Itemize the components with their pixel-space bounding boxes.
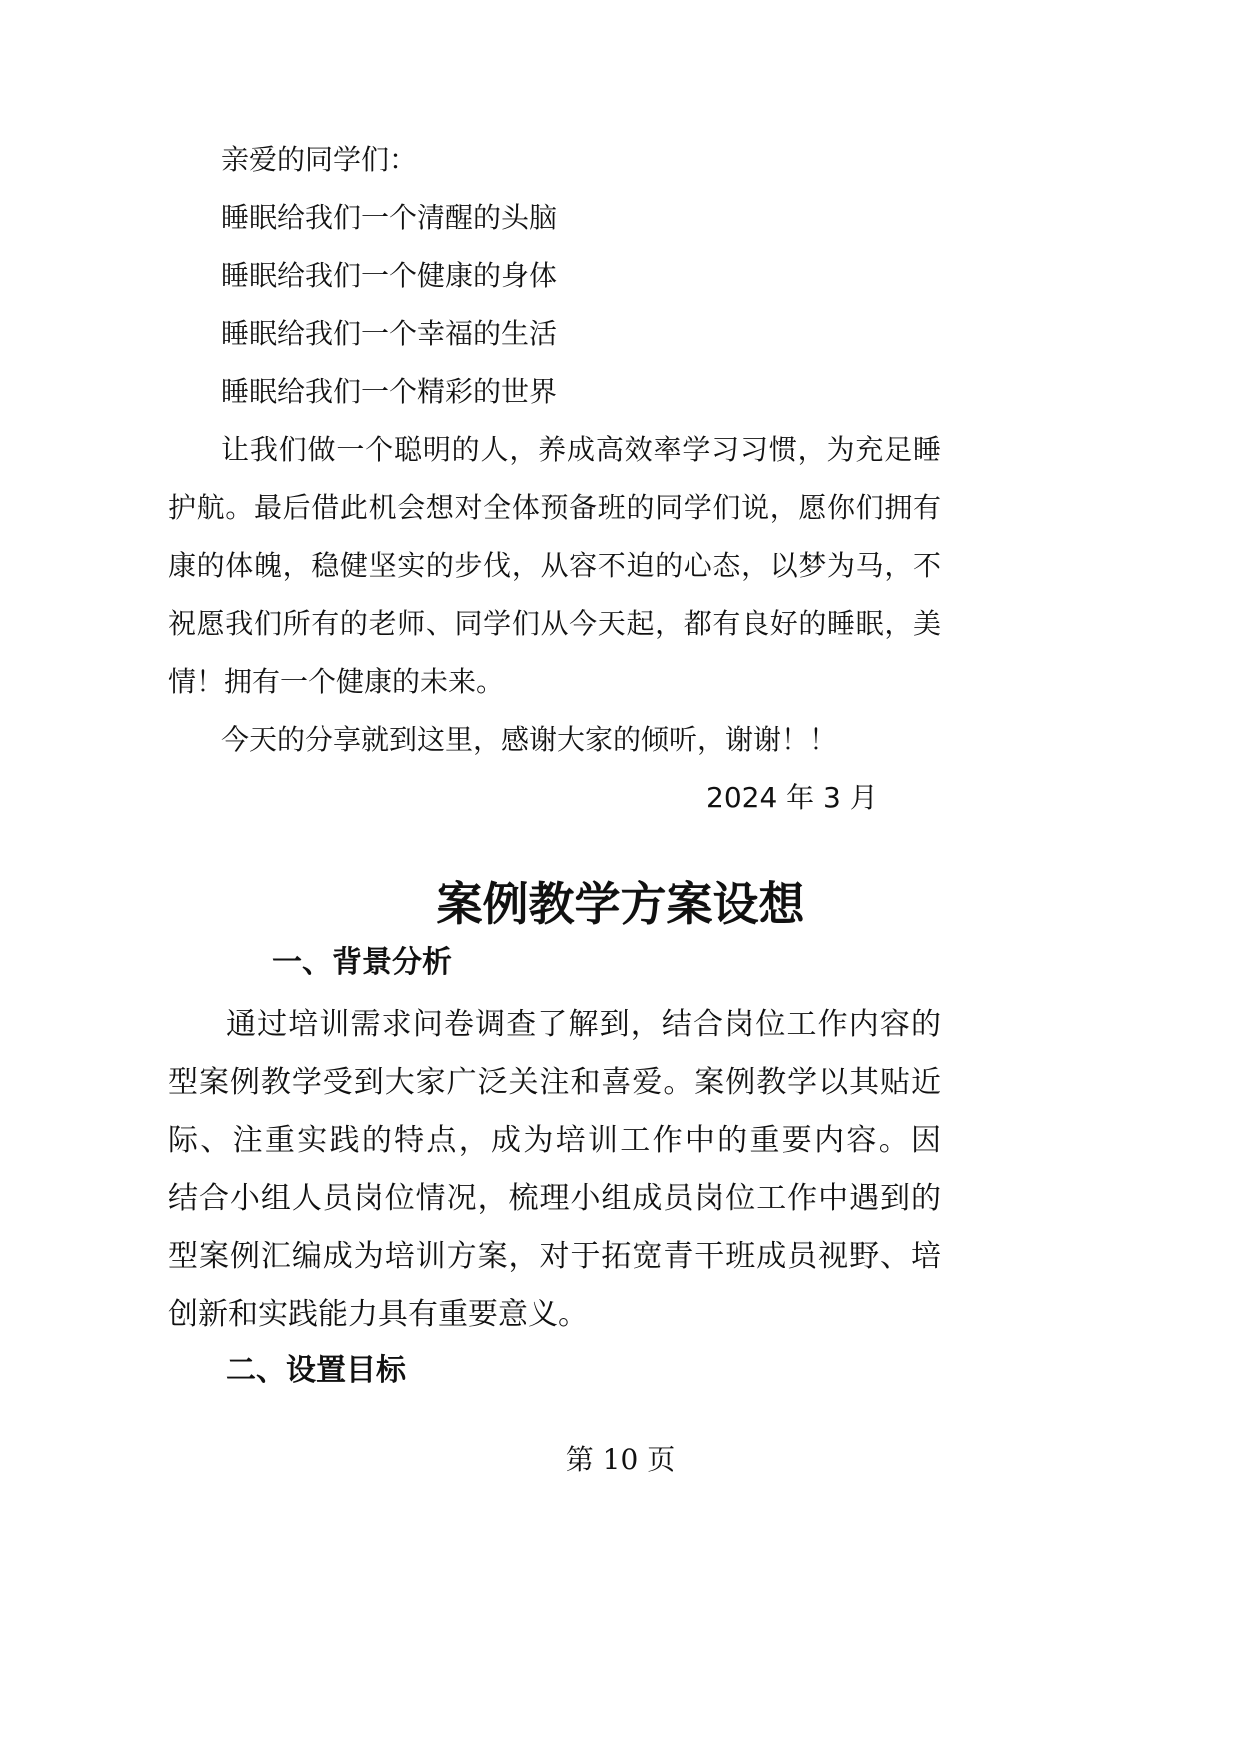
plan-title: 案例教学方案设想 [436,877,805,931]
paragraph-line: 康的体魄，稳健坚实的步伐，从容不迫的心态，以梦为马，不 [168,549,941,582]
body-line: 际、注重实践的特点，成为培训工作中的重要内容。因 [168,1123,941,1158]
paragraph-line: 护航。最后借此机会想对全体预备班的同学们说，愿你们拥有 [168,491,941,524]
letter-date: 2024 年 3 月 [706,781,878,814]
paragraph-line: 情！拥有一个健康的未来。 [168,665,505,698]
body-line: 通过培训需求问卷调查了解到，结合岗位工作内容的 [226,1007,941,1042]
poem-line: 睡眠给我们一个精彩的世界 [221,375,558,408]
paragraph-line: 祝愿我们所有的老师、同学们从今天起，都有良好的睡眠，美 [168,607,941,640]
body-line: 结合小组人员岗位情况，梳理小组成员岗位工作中遇到的 [168,1181,941,1216]
section-heading-background: 一、背景分析 [272,945,452,980]
body-line: 型案例教学受到大家广泛关注和喜爱。案例教学以其贴近 [168,1065,941,1100]
poem-line: 睡眠给我们一个清醒的头脑 [221,201,558,234]
poem-line: 睡眠给我们一个幸福的生活 [221,317,558,350]
page-number: 第 10 页 [565,1443,676,1476]
body-line: 创新和实践能力具有重要意义。 [168,1297,588,1332]
body-line: 型案例汇编成为培训方案，对于拓宽青干班成员视野、培 [168,1239,941,1274]
paragraph-line: 让我们做一个聪明的人，养成高效率学习习惯，为充足睡 [221,433,941,466]
section-heading-goals: 二、设置目标 [226,1353,406,1388]
letter-greeting: 亲爱的同学们： [221,143,418,176]
letter-closing: 今天的分享就到这里，感谢大家的倾听，谢谢！！ [221,723,838,756]
poem-line: 睡眠给我们一个健康的身体 [221,259,558,292]
